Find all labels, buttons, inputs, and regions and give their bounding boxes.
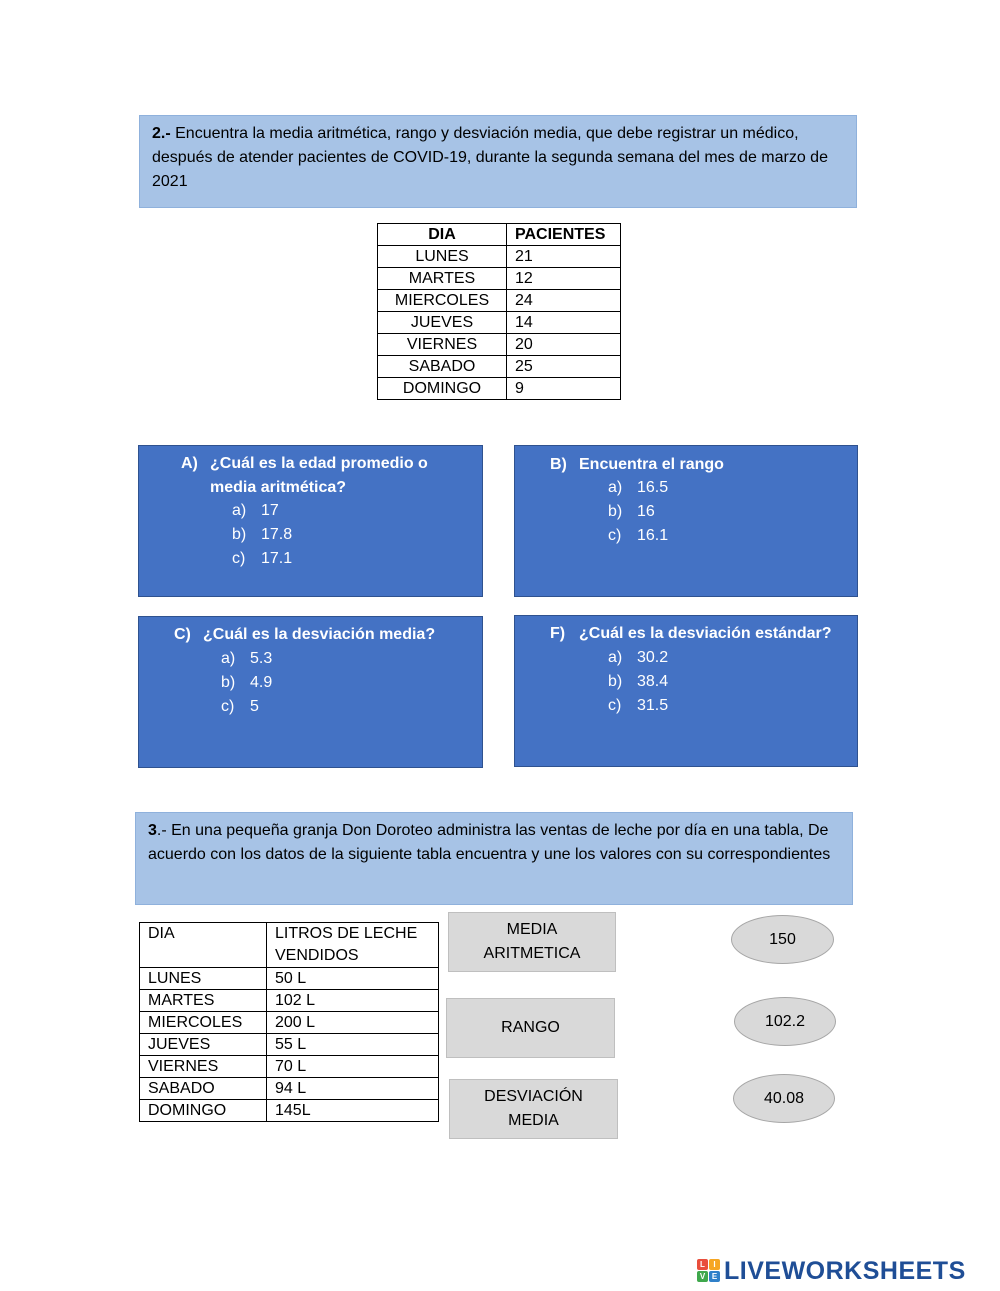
value-cell: 145L	[267, 1100, 439, 1122]
option-value: 5.3	[250, 650, 273, 667]
value-cell: 200 L	[267, 1012, 439, 1034]
logo-letter: I	[709, 1259, 720, 1270]
question-b-box	[514, 445, 858, 597]
question-c-heading	[174, 623, 474, 647]
answer-option[interactable]	[608, 694, 728, 718]
column-header: PACIENTES	[507, 224, 621, 246]
option-value: 16.5	[637, 479, 669, 496]
day-cell: MARTES	[140, 990, 267, 1012]
value-cell: 55 L	[267, 1034, 439, 1056]
day-cell: SABADO	[378, 356, 507, 378]
column-header: DIA	[140, 923, 267, 968]
match-value-text: 40.08	[763, 1089, 805, 1107]
table-row	[378, 290, 621, 312]
question-c-text: ¿Cuál es la desviación media?	[203, 626, 436, 643]
question-a-letter: A)	[181, 455, 198, 472]
question-f-box	[514, 615, 858, 767]
table-row	[378, 356, 621, 378]
liveworksheets-logo	[697, 1256, 993, 1286]
table-row	[378, 246, 621, 268]
question-a-text: ¿Cuál es la edad promedio o media aritmética?	[210, 455, 428, 496]
match-value-text: 102.2	[764, 1012, 806, 1030]
day-cell: VIERNES	[378, 334, 507, 356]
problem-2-text: Encuentra la media aritmética, rango y desviación media, que debe registrar un médico, después de atender pacientes de COVID-19, durante la segunda semana del mes de marzo de 2021	[152, 125, 828, 190]
option-letter: c)	[608, 697, 622, 714]
option-value: 16.1	[637, 527, 669, 544]
column-header: DIA	[378, 224, 507, 246]
question-f-heading	[550, 622, 850, 646]
question-c-letter: C)	[174, 626, 191, 643]
option-value: 17	[261, 502, 279, 519]
question-c-box	[138, 616, 483, 768]
table-row	[140, 1034, 439, 1056]
answer-option[interactable]	[232, 499, 352, 523]
option-value: 38.4	[637, 673, 669, 690]
day-cell: MIERCOLES	[140, 1012, 267, 1034]
match-label-text: RANGO	[501, 1019, 560, 1036]
value-cell: 70 L	[267, 1056, 439, 1078]
value-cell: 50 L	[267, 968, 439, 990]
table-row	[140, 1056, 439, 1078]
answer-option[interactable]	[232, 547, 352, 571]
option-value: 31.5	[637, 697, 669, 714]
answer-option[interactable]	[221, 647, 341, 671]
problem-3-text: .- En una pequeña granja Don Doroteo administra las ventas de leche por día en una tabla, De acuerdo con los datos de la siguiente tabla encuentra y une los valores con su correspondientes	[148, 822, 831, 863]
value-cell: 14	[507, 312, 621, 334]
option-letter: a)	[232, 502, 247, 519]
logo-text: LIVEWORKSHEETS	[724, 1257, 966, 1285]
match-value-oval[interactable]	[733, 1074, 835, 1123]
option-letter: a)	[221, 650, 236, 667]
question-a-box	[138, 445, 483, 597]
question-f-letter: F)	[550, 625, 566, 642]
match-value-oval[interactable]	[731, 915, 834, 964]
question-a-options	[232, 499, 352, 571]
problem-3-number: 3	[148, 822, 157, 839]
value-cell: 94 L	[267, 1078, 439, 1100]
day-cell: SABADO	[140, 1078, 267, 1100]
match-value-text: 150	[769, 930, 796, 948]
option-letter: b)	[608, 673, 623, 690]
column-header: LITROS DE LECHE VENDIDOS	[267, 923, 439, 968]
option-value: 30.2	[637, 649, 669, 666]
logo-letter: V	[697, 1271, 708, 1282]
answer-option[interactable]	[608, 476, 728, 500]
day-cell: LUNES	[140, 968, 267, 990]
question-f-text: ¿Cuál es la desviación estándar?	[579, 625, 832, 642]
table-row	[140, 1100, 439, 1122]
question-c-options	[221, 647, 341, 719]
question-b-letter: B)	[550, 456, 567, 473]
option-letter: c)	[221, 698, 235, 715]
option-letter: c)	[232, 550, 246, 567]
day-cell: LUNES	[378, 246, 507, 268]
table-row	[140, 968, 439, 990]
table-header-row	[378, 224, 621, 246]
question-f-options	[608, 646, 728, 718]
answer-option[interactable]	[221, 671, 341, 695]
option-letter: c)	[608, 527, 622, 544]
option-value: 5	[250, 698, 259, 715]
value-cell: 12	[507, 268, 621, 290]
match-label-text: MEDIA ARITMETICA	[483, 921, 581, 962]
answer-option[interactable]	[232, 523, 352, 547]
table-header-row	[140, 923, 439, 968]
value-cell: 102 L	[267, 990, 439, 1012]
day-cell: JUEVES	[378, 312, 507, 334]
value-cell: 20	[507, 334, 621, 356]
table-row	[378, 312, 621, 334]
day-cell: DOMINGO	[140, 1100, 267, 1122]
table-row	[140, 1012, 439, 1034]
problem-3-prompt	[135, 812, 853, 905]
option-letter: a)	[608, 649, 623, 666]
answer-option[interactable]	[608, 670, 728, 694]
table-row	[378, 268, 621, 290]
logo-letter: L	[697, 1259, 708, 1270]
day-cell: VIERNES	[140, 1056, 267, 1078]
liveworksheets-logo-icon	[697, 1259, 721, 1283]
value-cell: 9	[507, 378, 621, 400]
match-label-media-aritmetica[interactable]	[448, 912, 616, 972]
problem-2-number: 2.-	[152, 125, 171, 142]
milk-sales-table	[139, 922, 439, 1122]
option-letter: b)	[232, 526, 247, 543]
answer-option[interactable]	[608, 524, 728, 548]
question-b-heading	[550, 453, 810, 477]
value-cell: 25	[507, 356, 621, 378]
match-label-rango[interactable]	[446, 998, 615, 1058]
day-cell: DOMINGO	[378, 378, 507, 400]
question-a-heading	[181, 452, 441, 500]
table-row	[140, 990, 439, 1012]
day-cell: MIERCOLES	[378, 290, 507, 312]
answer-option[interactable]	[608, 646, 728, 670]
option-letter: a)	[608, 479, 623, 496]
value-cell: 24	[507, 290, 621, 312]
day-cell: MARTES	[378, 268, 507, 290]
day-cell: JUEVES	[140, 1034, 267, 1056]
match-label-text: DESVIACIÓN MEDIA	[484, 1088, 583, 1129]
option-letter: b)	[221, 674, 236, 691]
table-row	[140, 1078, 439, 1100]
question-b-text: Encuentra el rango	[579, 456, 724, 473]
patients-table	[377, 223, 621, 400]
answer-option[interactable]	[608, 500, 728, 524]
question-b-options	[608, 476, 728, 548]
option-value: 17.8	[261, 526, 293, 543]
option-value: 4.9	[250, 674, 273, 691]
match-value-oval[interactable]	[734, 997, 836, 1046]
table-row	[378, 334, 621, 356]
problem-2-prompt	[139, 115, 857, 208]
value-cell: 21	[507, 246, 621, 268]
answer-option[interactable]	[221, 695, 341, 719]
match-label-desviacion-media[interactable]	[449, 1079, 618, 1139]
table-row	[378, 378, 621, 400]
option-letter: b)	[608, 503, 623, 520]
option-value: 17.1	[261, 550, 293, 567]
logo-letter: E	[709, 1271, 720, 1282]
option-value: 16	[637, 503, 655, 520]
